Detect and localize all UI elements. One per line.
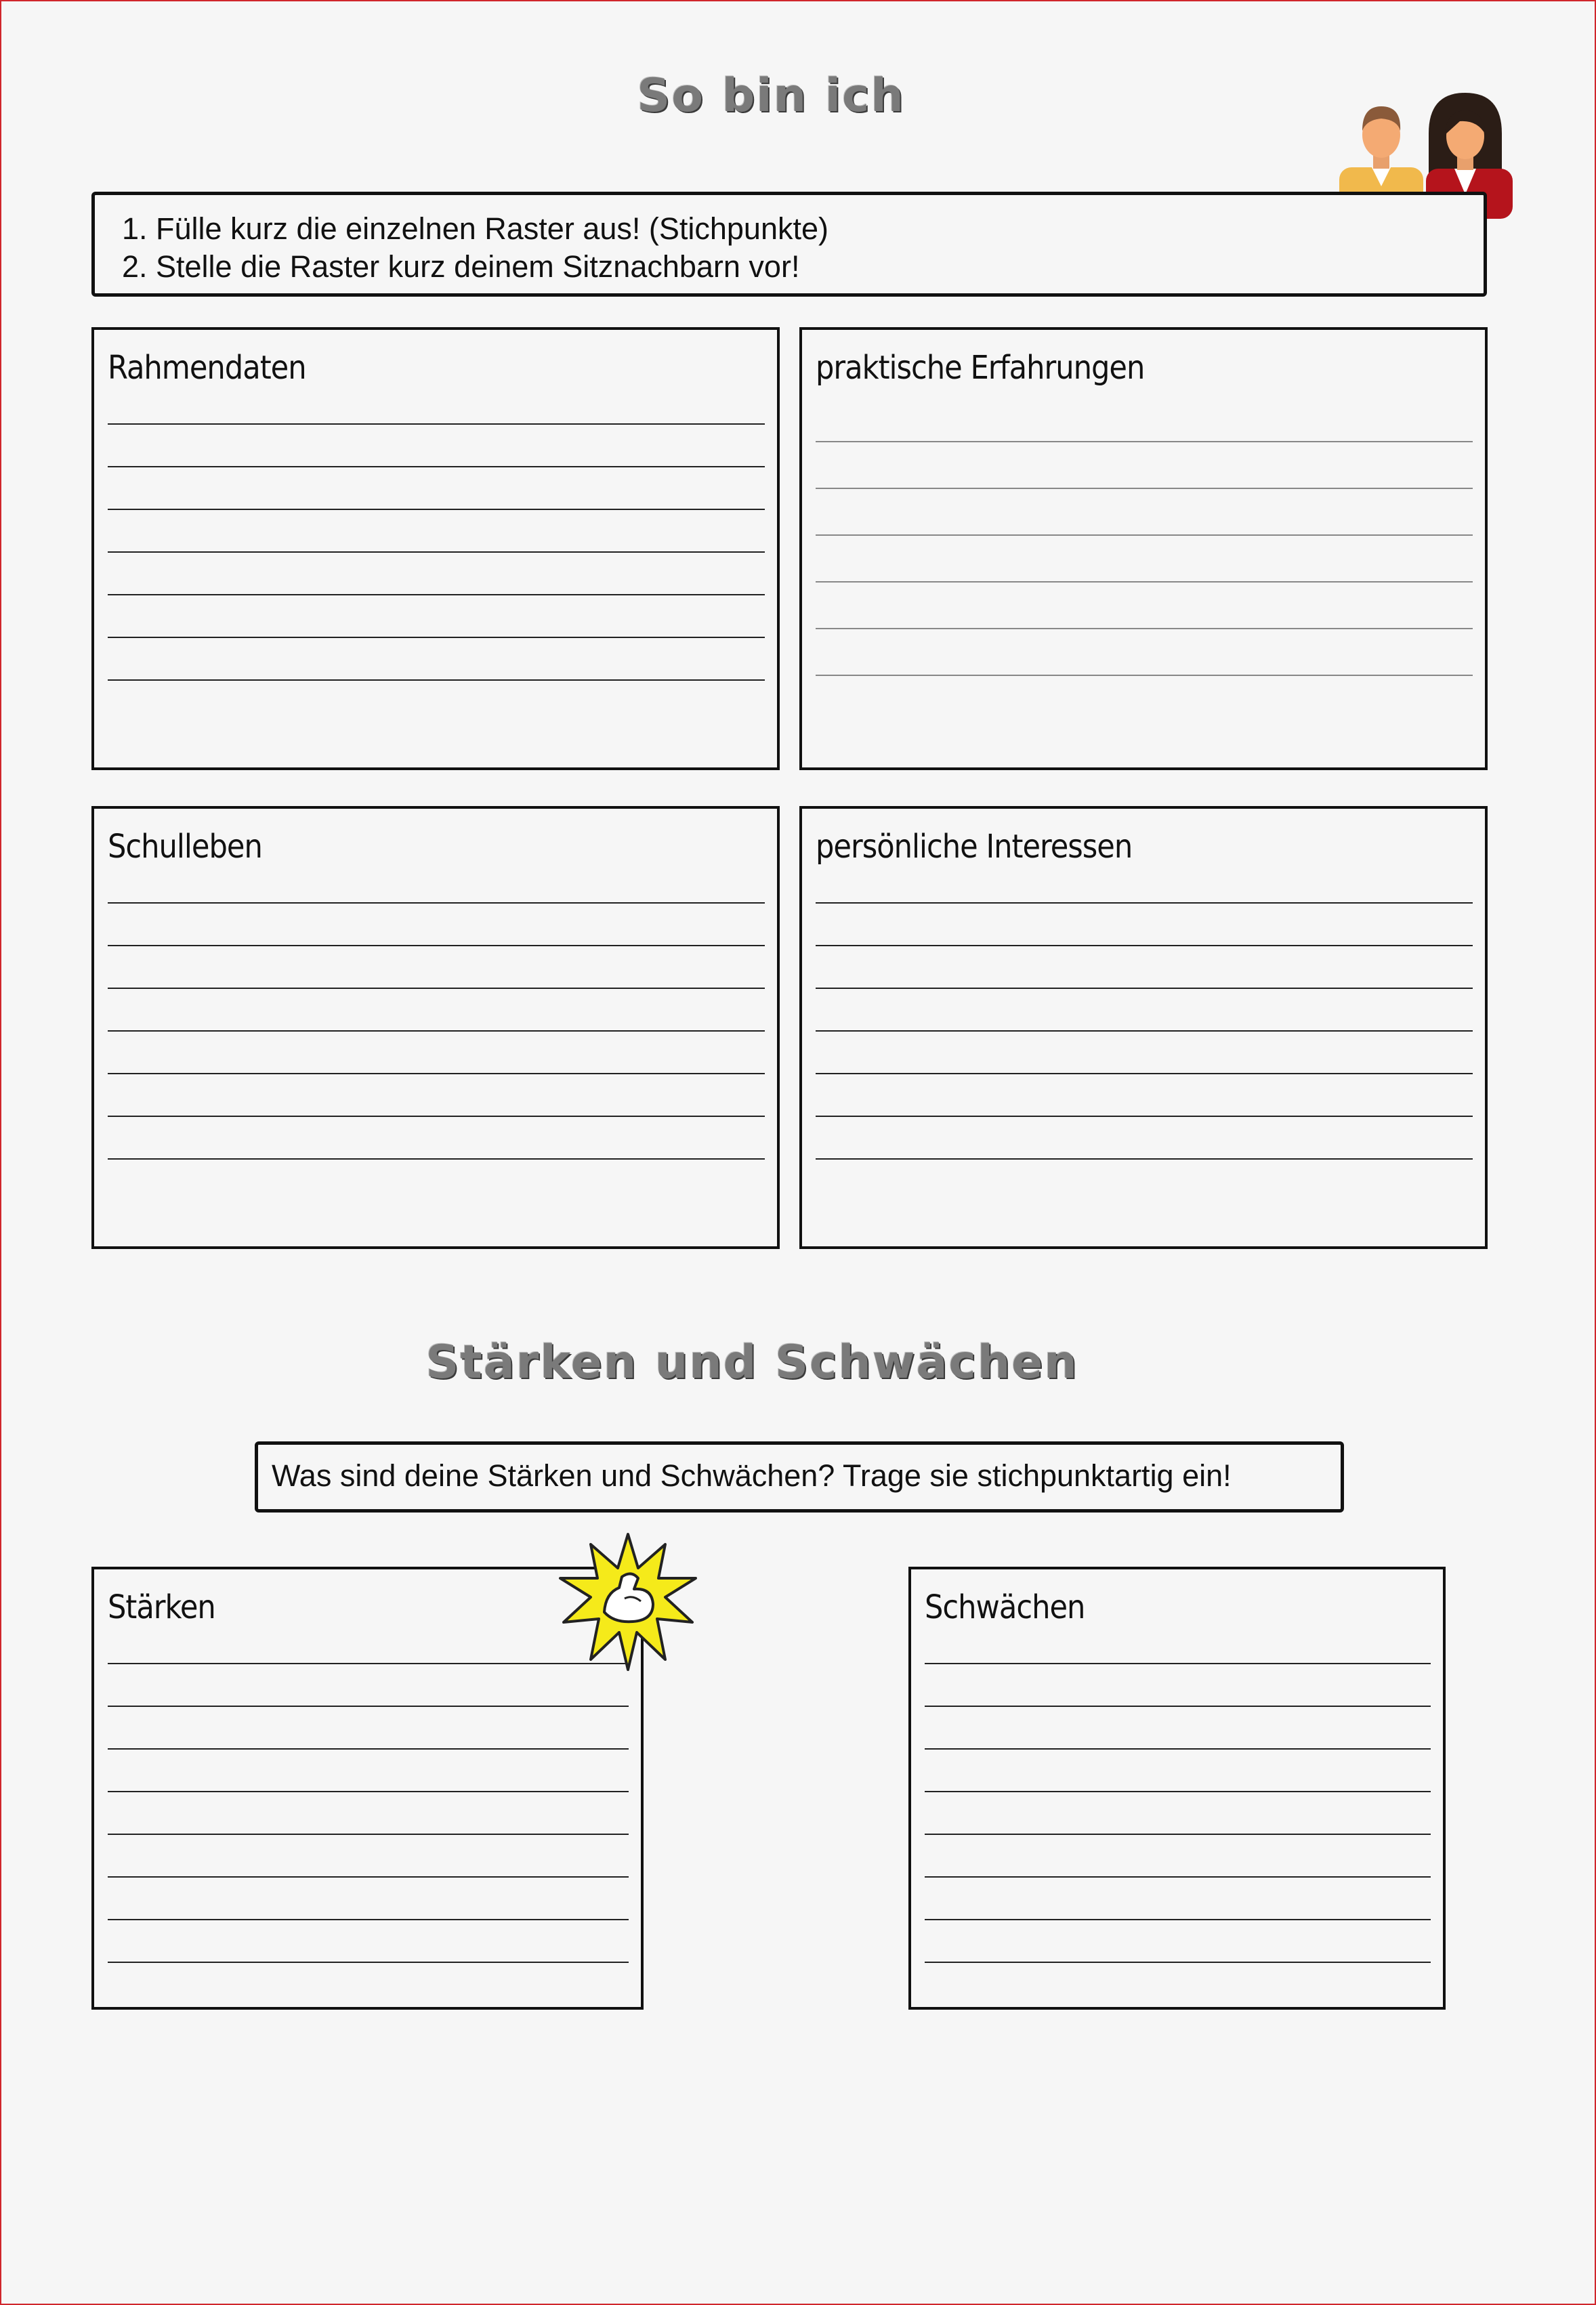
writing-line[interactable] [108, 1962, 629, 1963]
box-label: praktische Erfahrungen [816, 349, 1145, 387]
page-title: So bin ich [637, 69, 905, 123]
writing-line[interactable] [108, 509, 765, 510]
writing-line[interactable] [816, 1116, 1473, 1117]
box-schwaechen[interactable] [908, 1567, 1446, 2010]
section-instruction-text: Was sind deine Stärken und Schwächen? Trage sie stichpunktartig ein! [272, 1458, 1232, 1493]
writing-line[interactable] [816, 945, 1473, 946]
writing-line[interactable] [108, 1663, 629, 1664]
writing-line[interactable] [108, 988, 765, 989]
writing-line[interactable] [816, 534, 1473, 536]
writing-line[interactable] [108, 551, 765, 553]
writing-line[interactable] [108, 1791, 629, 1792]
writing-line[interactable] [108, 1706, 629, 1707]
writing-line[interactable] [816, 1158, 1473, 1160]
writing-line[interactable] [108, 679, 765, 681]
box-label: Schwächen [925, 1588, 1085, 1626]
writing-line[interactable] [108, 945, 765, 946]
writing-line[interactable] [108, 466, 765, 467]
writing-line[interactable] [108, 1030, 765, 1032]
box-persoenliche-interessen[interactable] [799, 806, 1488, 1249]
writing-line[interactable] [925, 1962, 1431, 1963]
writing-line[interactable] [108, 594, 765, 595]
instruction-item: 1. Fülle kurz die einzelnen Raster aus! (Stichpunkte) [156, 210, 1484, 248]
writing-line[interactable] [816, 675, 1473, 676]
writing-line[interactable] [816, 1073, 1473, 1074]
writing-line[interactable] [108, 1834, 629, 1835]
writing-line[interactable] [816, 1030, 1473, 1032]
instruction-item: 2. Stelle die Raster kurz deinem Sitznachbarn vor! [156, 248, 1484, 286]
writing-line[interactable] [816, 988, 1473, 989]
writing-line[interactable] [925, 1919, 1431, 1920]
box-schulleben[interactable] [91, 806, 780, 1249]
writing-line[interactable] [925, 1834, 1431, 1835]
section-title: Stärken und Schwächen [425, 1336, 1078, 1389]
box-label: persönliche Interessen [816, 828, 1133, 866]
box-label: Stärken [108, 1588, 215, 1626]
writing-line[interactable] [108, 1919, 629, 1920]
writing-line[interactable] [108, 1748, 629, 1750]
writing-line[interactable] [108, 902, 765, 904]
box-rahmendaten[interactable] [91, 327, 780, 770]
writing-line[interactable] [816, 488, 1473, 489]
writing-line[interactable] [816, 902, 1473, 904]
box-label: Rahmendaten [108, 349, 306, 387]
writing-line[interactable] [925, 1791, 1431, 1792]
writing-line[interactable] [108, 1116, 765, 1117]
writing-line[interactable] [108, 423, 765, 425]
instructions-box [91, 192, 1487, 297]
writing-line[interactable] [816, 581, 1473, 583]
box-label: Schulleben [108, 828, 262, 866]
writing-line[interactable] [108, 1158, 765, 1160]
writing-line[interactable] [925, 1748, 1431, 1750]
section-instruction-box [255, 1441, 1344, 1513]
writing-line[interactable] [108, 1073, 765, 1074]
writing-line[interactable] [816, 628, 1473, 629]
writing-line[interactable] [816, 441, 1473, 442]
writing-line[interactable] [108, 637, 765, 638]
writing-line[interactable] [925, 1663, 1431, 1664]
writing-line[interactable] [108, 1876, 629, 1878]
box-praktische-erfahrungen[interactable] [799, 327, 1488, 770]
writing-line[interactable] [925, 1876, 1431, 1878]
flexed-arm-icon [557, 1531, 699, 1673]
writing-line[interactable] [925, 1706, 1431, 1707]
